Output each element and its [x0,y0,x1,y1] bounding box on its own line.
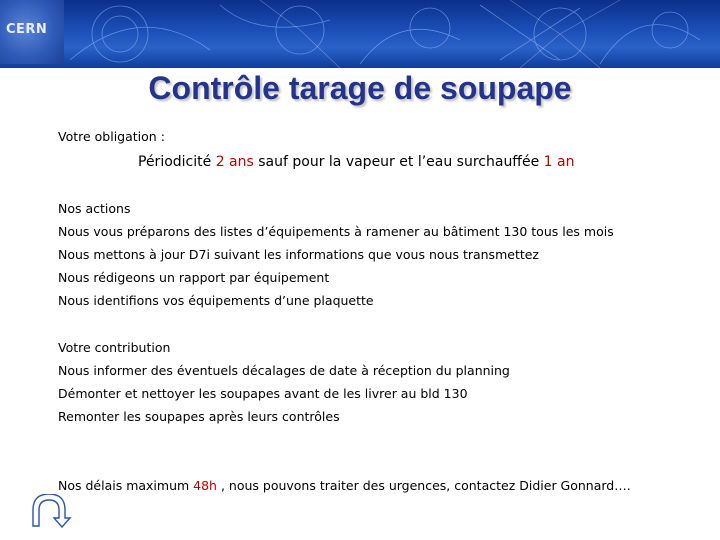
contribution-item: Nous informer des éventuels décalages de date à réception du planning [58,363,510,378]
contribution-item: Remonter les soupapes après leurs contrôles [58,409,340,424]
actions-heading: Nos actions [58,201,131,216]
cern-logo-text: CERN [6,22,48,37]
obligation-period-2: 1 an [543,154,575,170]
obligation-text [138,154,574,170]
contribution-heading: Votre contribution [58,340,171,355]
header-banner [0,0,720,68]
action-item: Nous vous préparons des listes d’équipements à ramener au bâtiment 130 tous les mois [58,224,614,239]
delays-text [58,478,631,493]
contribution-item: Démonter et nettoyer les soupapes avant de les livrer au bld 130 [58,386,468,401]
cern-logo [0,0,64,64]
obligation-mid: sauf pour la vapeur et l’eau surchauffée [253,154,544,170]
page-title: Contrôle tarage de soupape [148,70,572,106]
obligation-pre: Périodicité [138,154,216,170]
action-item: Nous identifions vos équipements d’une plaquette [58,293,374,308]
action-item: Nous mettons à jour D7i suivant les informations que vous nous transmettez [58,247,539,262]
delays-value: 48h [193,478,217,493]
obligation-heading: Votre obligation : [58,129,165,144]
obligation-period-1: 2 ans [215,154,254,170]
delays-post: , nous pouvons traiter des urgences, contactez Didier Gonnard…. [216,478,631,493]
action-item: Nous rédigeons un rapport par équipement [58,270,330,285]
delays-pre: Nos délais maximum [58,478,194,493]
particle-tracks-decoration [0,0,720,68]
curved-arrow-icon[interactable] [32,494,72,528]
